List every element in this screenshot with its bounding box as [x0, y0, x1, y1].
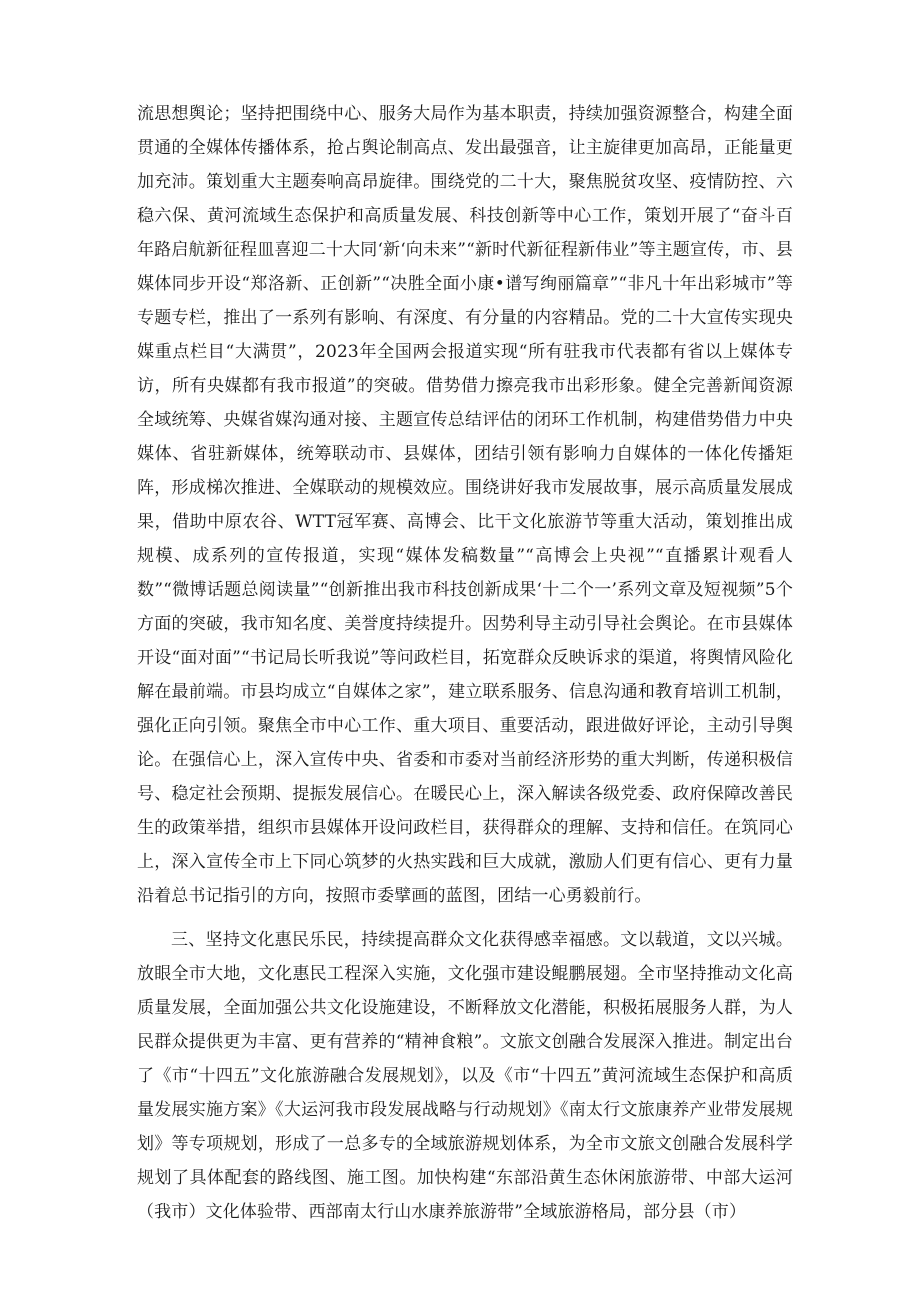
body-paragraph-section-three: 三、坚持文化惠民乐民，持续提高群众文化获得感幸福感。文以载道，文以兴城。放眼全市大地，文化惠民工程深入实施，文化强市建设鲲鹏展翅。全市坚持推动文化高质量发展，全面加强公共文化设施建设，不断释放文化潜能，积极拓展服务人群，为人民群众提供更为丰富、更有营养的“精神食粮”。文旅文创融合发展深入推进。制定出台了《市“十四五”文化旅游融合发展规划》，以及《市“十四五”黄河流域生态保护和高质量发展实施方案》《大运河我市段发展战略与行动规划》《南太行文旅康养产业带发展规划》等专项规划，形成了一总多专的全域旅游规划体系，为全市文旅文创融合发展科学规划了具体配套的路线图、施工图。加快构建“东部沿黄生态休闲旅游带、中部大运河（我市）文化体验带、西部南太行山水康养旅游带”全域旅游格局，部分县（市）: [137, 930, 793, 1222]
body-paragraph-continued: 流思想舆论；坚持把围绕中心、服务大局作为基本职责，持续加强资源整合，构建全面贯通的全媒体传播体系，抢占舆论制高点、发出最强音，让主旋律更加高昂，正能量更加充沛。策划重大主题奏响高昂旋律。围绕党的二十大，聚焦脱贫攻坚、疫情防控、六稳六保、黄河流域生态保护和高质量发展、科技创新等中心工作，策划开展了“奋斗百年路启航新征程皿喜迎二十大同‘新‘向未来”“新时代新征程新伟业”等主题宣传，市、县媒体同步开设“郑洛新、正创新”“决胜全面小康•谱写绚丽篇章”“非凡十年出彩城市”等专题专栏，推出了一系列有影响、有深度、有分量的内容精品。党的二十大宣传实现央媒重点栏目“大满贯”，2023年全国两会报道实现“所有驻我市代表都有省以上媒体专访，所有央媒都有我市报道”的突破。借势借力擦亮我市出彩形象。健全完善新闻资源全域统筹、央媒省媒沟通对接、主题宣传总结评估的闭环工作机制，构建借势借力中央媒体、省驻新媒体，统筹联动市、县媒体，团结引领有影响力自媒体的一体化传播矩阵，形成梯次推进、全媒联动的规模效应。围绕讲好我市发展故事，展示高质量发展成果，借助中原农谷、WTT冠军赛、高博会、比干文化旅游节等重大活动，策划推出成规模、成系列的宣传报道，实现“媒体发稿数量”“高博会上央视”“直播累计观看人数”“微博话题总阅读量”“创新推出我市科技创新成果‘十二个一’系列文章及短视频”5个方面的突破，我市知名度、美誉度持续提升。因势利导主动引导社会舆论。在市县媒体开设“面对面”“书记局长听我说”等问政栏目，拓宽群众反映诉求的渠道，将舆情风险化解在最前端。市县均成立“自媒体之家”，建立联系服务、信息沟通和教育培训工机制，强化正向引领。聚焦全市中心工作、重大项目、重要活动，跟进做好评论，主动引导舆论。在强信心上，深入宣传中央、省委和市委对当前经济形势的重大判断，传递积极信号、稳定社会预期、提振发展信心。在暖民心上，深入解读各级党委、政府保障改善民生的政策举措，组织市县媒体开设问政栏目，获得群众的理解、支持和信任。在筑同心上，深入宣传全市上下同心筑梦的火热实践和巨大成就，激励人们更有信心、更有力量沿着总书记指引的方向，按照市委擘画的蓝图，团结一心勇毅前行。: [137, 104, 793, 906]
document-page: [137, 97, 793, 1229]
